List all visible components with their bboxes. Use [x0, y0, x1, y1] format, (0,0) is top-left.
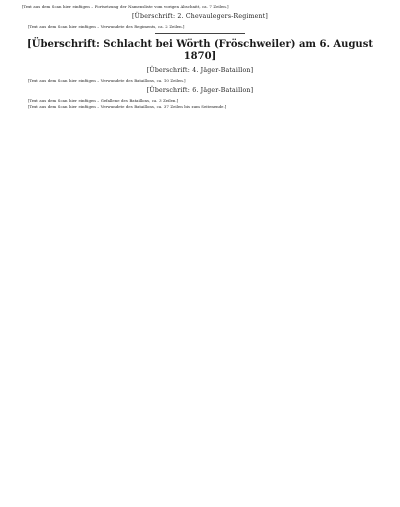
paragraph: [Text aus dem Scan hier einfügen – Fortsetzung der Namensliste vom vorigen Abschnitt, ca. 7 Zeilen.]: [22, 4, 229, 9]
paragraph: [Text aus dem Scan hier einfügen – Gefallene des Bataillons, ca. 3 Zeilen.]: [28, 98, 179, 104]
paragraph: [Text aus dem Scan hier einfügen – Verwundete des Bataillons, ca. 10 Zeilen.]: [28, 77, 186, 83]
section-heading: [Überschrift: 2. Chevaulegers-Regiment]: [132, 13, 268, 21]
section-heading: [Überschrift: 4. Jäger-Bataillon]: [146, 66, 254, 74]
section-heading: [Überschrift: 6. Jäger-Bataillon]: [146, 87, 254, 95]
paragraph: [Text aus dem Scan hier einfügen – Verwundete des Regiments, ca. 2 Zeilen.]: [28, 24, 185, 30]
divider-rule: [155, 33, 245, 34]
battle-heading: [Überschrift: Schlacht bei Wörth (Fröschweiler) am 6. August 1870]: [27, 38, 373, 62]
paragraph: [Text aus dem Scan hier einfügen – Verwundete des Bataillons, ca. 37 Zeilen bis zum Seitenende.]: [28, 104, 227, 110]
